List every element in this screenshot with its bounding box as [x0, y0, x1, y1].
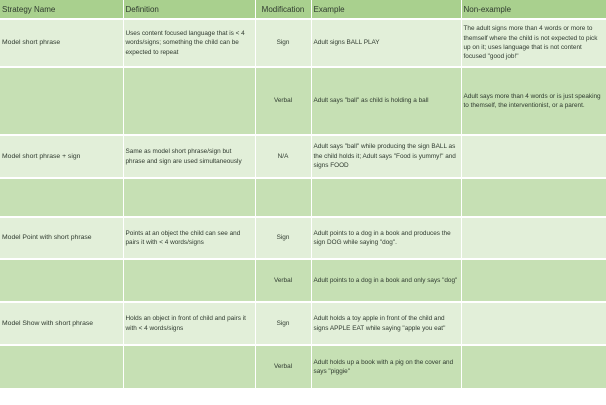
definition-cell[interactable]: Same as model short phrase/sign but phrase and sign are used simultaneously	[123, 135, 255, 178]
non-example-cell[interactable]	[461, 259, 606, 302]
strategy-cell[interactable]: Model Show with short phrase	[0, 302, 123, 345]
header-definition[interactable]: Definition	[123, 0, 255, 19]
definition-cell[interactable]	[123, 345, 255, 389]
table-row	[0, 178, 606, 217]
modification-cell[interactable]: Verbal	[255, 345, 311, 389]
strategy-cell[interactable]	[0, 259, 123, 302]
definition-cell[interactable]	[123, 178, 255, 217]
non-example-cell[interactable]	[461, 345, 606, 389]
example-cell[interactable]: Adult holds a toy apple in front of the child and signs APPLE EAT while saying "apple you eat"	[311, 302, 461, 345]
header-example[interactable]: Example	[311, 0, 461, 19]
modification-cell[interactable]	[255, 178, 311, 217]
modification-cell[interactable]: Sign	[255, 302, 311, 345]
modification-cell[interactable]: N/A	[255, 135, 311, 178]
strategy-cell[interactable]	[0, 345, 123, 389]
non-example-cell[interactable]: The adult signs more than 4 words or more to themself where the child is not expected to pick up on it; uses language that is not content focused "good job!"	[461, 19, 606, 67]
example-cell[interactable]: Adult holds up a book with a pig on the cover and says "piggie"	[311, 345, 461, 389]
header-non-example[interactable]: Non-example	[461, 0, 606, 19]
example-cell[interactable]: Adult says "ball" while producing the sign BALL as the child holds it; Adult says "Food is yummy!" and signs FOOD	[311, 135, 461, 178]
table-row	[0, 259, 606, 302]
modification-cell[interactable]: Verbal	[255, 67, 311, 135]
definition-cell[interactable]: Holds an object in front of child and pairs it with < 4 words/signs	[123, 302, 255, 345]
strategy-cell[interactable]	[0, 67, 123, 135]
example-cell[interactable]: Adult says "ball" as child is holding a ball	[311, 67, 461, 135]
example-cell[interactable]: Adult points to a dog in a book and produces the sign DOG while saying "dog".	[311, 217, 461, 259]
definition-cell[interactable]: Uses content focused language that is < 4 words/signs; something the child can be expected to repeat	[123, 19, 255, 67]
definition-cell[interactable]	[123, 259, 255, 302]
strategy-cell[interactable]: Model Point with short phrase	[0, 217, 123, 259]
table-row	[0, 302, 606, 345]
table-row	[0, 19, 606, 67]
non-example-cell[interactable]	[461, 178, 606, 217]
definition-cell[interactable]	[123, 67, 255, 135]
header-strategy-name[interactable]: Strategy Name	[0, 0, 123, 19]
non-example-cell[interactable]	[461, 302, 606, 345]
table-row	[0, 345, 606, 389]
modification-cell[interactable]: Sign	[255, 217, 311, 259]
modification-cell[interactable]: Verbal	[255, 259, 311, 302]
table-row	[0, 217, 606, 259]
strategy-cell[interactable]: Model short phrase	[0, 19, 123, 67]
definition-cell[interactable]: Points at an object the child can see and pairs it with < 4 words/signs	[123, 217, 255, 259]
example-cell[interactable]: Adult signs BALL PLAY	[311, 19, 461, 67]
table-row	[0, 135, 606, 178]
strategy-cell[interactable]: Model short phrase + sign	[0, 135, 123, 178]
strategy-cell[interactable]	[0, 178, 123, 217]
header-row	[0, 0, 606, 19]
example-cell[interactable]: Adult points to a dog in a book and only says "dog"	[311, 259, 461, 302]
header-modification[interactable]: Modification	[255, 0, 311, 19]
example-cell[interactable]	[311, 178, 461, 217]
modification-cell[interactable]: Sign	[255, 19, 311, 67]
table-row	[0, 67, 606, 135]
non-example-cell[interactable]: Adult says more than 4 words or is just speaking to themself, the interventionist, or a parent.	[461, 67, 606, 135]
non-example-cell[interactable]	[461, 217, 606, 259]
non-example-cell[interactable]	[461, 135, 606, 178]
